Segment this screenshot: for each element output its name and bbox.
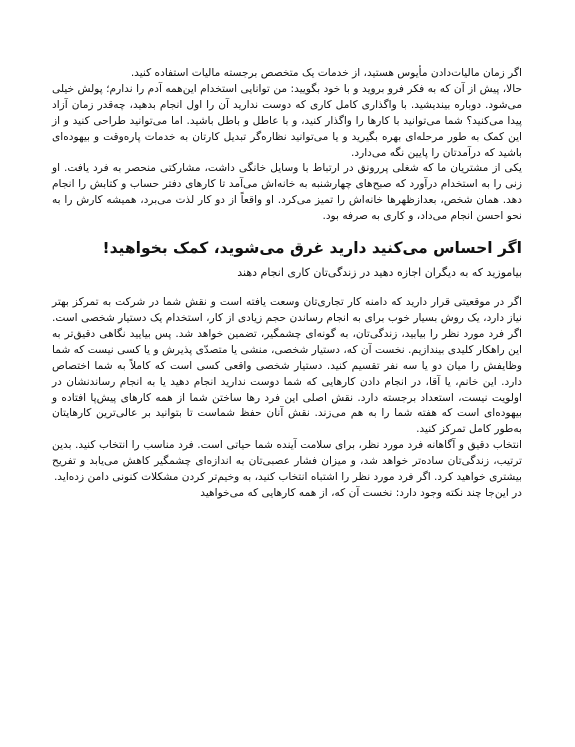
section-heading: اگر احساس می‌کنید دارید غرق می‌شوید، کمک بخواهید! [102, 239, 522, 258]
paragraph-client-example: یکی از مشتریان ما که شغلی پررونق در ارتباط با وسایل خانگی داشت، مشارکتی منحصر به فرد یافت. او زنی را به استخدام درآورد که صبح‌های چهارشنبه به خانه‌اش می‌آمد تا کارهای دفتر حساب و کتابش را انجام دهد. همان شخص، بعدازظهرها خانه‌اش را تمیز می‌کرد. او واقعاً از دو کار لذت می‌برد، همیشه کارش را به نحو احسن انجام می‌داد، و کاری به صرفه بود. [52, 162, 522, 223]
paragraph-careful-selection: انتخاب دقیق و آگاهانه فرد مورد نظر، برای سلامت آینده شما حیاتی است. فرد مناسب را انتخاب کنید. بدین ترتیب، زندگی‌تان ساده‌تر خواهد شد، و میزان فشار عصبی‌تان به اندازه‌ای چشمگیر کاهش می‌یابد و تفریح بیشتری خواهید کرد. اگر فرد مورد نظر را اشتباه انتخاب کنید، به وخیم‌تر کردن مشکلات کنونی دامن زده‌اید. [52, 439, 522, 484]
document-page [52, 66, 522, 502]
paragraph-delegation: حالا، پیش از آن که به فکر فرو بروید و با خود بگویید: من توانایی استخدام این‌همه آدم را ندارم؛ پولش خیلی می‌شود. دوباره بیندیشید. با واگذاری کامل کاری که دوست ندارید آن را اول انجام بدهید، چه‌قدر زمان آزاد پیدا می‌کنید؟ شما می‌توانید با کارها را واگذار کنید، و با عاطل و باطل باشید. اما می‌توانید طراحی کنید و از این کمک به طور مرحله‌ای بهره بگیرید و یا می‌توانید نظاره‌گر تبدیل کارتان به خدمات پاره‌وقت و بیهوده‌ای باشید که درآمدتان را پایین نگه می‌دارد. [52, 82, 522, 159]
paragraph-points: در این‌جا چند نکته وجود دارد: نخست آن که، از همه کارهایی که می‌خواهید [200, 486, 522, 499]
paragraph-tax-expert: اگر زمان مالیات‌دادن مأیوس هستید، از خدمات یک متخصص برجسته مالیات استفاده کنید. [130, 67, 522, 79]
section-subheading: بیاموزید که به دیگران اجازه دهید در زندگی‌تان کاری انجام دهند [237, 266, 522, 280]
paragraph-personal-assistant: اگر در موقعیتی قرار دارید که دامنه کار تجاری‌تان وسعت یافته است و نقش شما در شرکت به تمرکز بهتر نیاز دارد، یک روش بسیار خوب برای به انجام رساندن حجم زیادی از کار، استخدام یک دستیار شخصی است. اگر فرد مورد نظر را بیابید، زندگی‌تان، به گونه‌ای چشمگیر، تضمین خواهد شد. پس بیایید نگاهی دقیق‌تر به این راهکار کلیدی بیندازیم. نخست آن که، دستیار شخصی، منشی یا متصدّی پذیرش و یا کسی نیست که شما وظایفش را میان دو یا سه نفر تقسیم کنید. دستیار شخصی واقعی کسی است که کاملاً به شما اختصاص دارد. این خانم، یا آقا، در انجام دادن کارهایی که شما دوست ندارید انجام دهید یا به انجام رساندنشان در اولویت نیست، استعداد برجسته دارد. نقش اصلی این فرد رها ساختن شما از همه کارهای پیش‌پا افتاده و بیهوده‌ای است که هفته شما را به هم می‌زند. نقش آنان حفظ شماست تا بتوانید بر عالی‌ترین کارهایتان به‌طور کامل تمرکز کنید. [52, 296, 522, 436]
